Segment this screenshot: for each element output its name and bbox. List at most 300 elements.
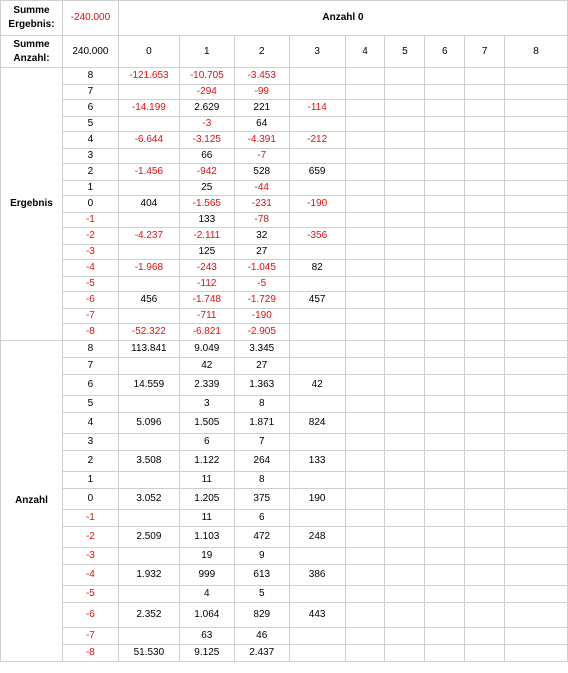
cell[interactable]: 42: [179, 358, 234, 375]
column-header-1[interactable]: 1: [179, 36, 234, 68]
cell[interactable]: [425, 100, 465, 117]
cell[interactable]: [345, 292, 385, 309]
cell[interactable]: [465, 489, 505, 510]
cell[interactable]: [345, 85, 385, 100]
cell[interactable]: 1.103: [179, 527, 234, 548]
cell[interactable]: [505, 277, 568, 292]
cell[interactable]: [505, 472, 568, 489]
cell[interactable]: [289, 472, 345, 489]
cell[interactable]: [345, 132, 385, 149]
cell[interactable]: [345, 228, 385, 245]
cell[interactable]: 51.530: [118, 645, 179, 662]
cell[interactable]: 6: [179, 434, 234, 451]
cell[interactable]: 9.049: [179, 341, 234, 358]
cell[interactable]: [385, 603, 425, 628]
summe-anzahl-label[interactable]: Summe Anzahl:: [1, 36, 63, 68]
cell[interactable]: [385, 164, 425, 181]
cell[interactable]: [425, 628, 465, 645]
row-key[interactable]: 0: [62, 196, 118, 213]
cell[interactable]: [345, 341, 385, 358]
cell[interactable]: [465, 213, 505, 228]
cell[interactable]: -1.456: [118, 164, 179, 181]
cell[interactable]: [289, 434, 345, 451]
cell[interactable]: [465, 164, 505, 181]
column-header-8[interactable]: 8: [505, 36, 568, 68]
cell[interactable]: [425, 309, 465, 324]
cell[interactable]: [385, 117, 425, 132]
cell[interactable]: [465, 451, 505, 472]
cell[interactable]: [425, 548, 465, 565]
row-key[interactable]: 7: [62, 85, 118, 100]
cell[interactable]: [289, 341, 345, 358]
cell[interactable]: 8: [234, 396, 289, 413]
row-key[interactable]: -5: [62, 277, 118, 292]
cell[interactable]: [505, 510, 568, 527]
cell[interactable]: [425, 413, 465, 434]
cell[interactable]: [465, 100, 505, 117]
row-key[interactable]: -8: [62, 324, 118, 341]
cell[interactable]: [385, 527, 425, 548]
cell[interactable]: [505, 292, 568, 309]
cell[interactable]: -6.821: [179, 324, 234, 341]
cell[interactable]: -6.644: [118, 132, 179, 149]
cell[interactable]: [289, 181, 345, 196]
row-key[interactable]: -3: [62, 548, 118, 565]
cell[interactable]: [345, 396, 385, 413]
cell[interactable]: 6: [234, 510, 289, 527]
cell[interactable]: [345, 472, 385, 489]
cell[interactable]: [385, 228, 425, 245]
cell[interactable]: [289, 510, 345, 527]
row-key[interactable]: 5: [62, 396, 118, 413]
cell[interactable]: -5: [234, 277, 289, 292]
cell[interactable]: [425, 196, 465, 213]
cell[interactable]: 386: [289, 565, 345, 586]
cell[interactable]: [465, 586, 505, 603]
cell[interactable]: [425, 245, 465, 260]
cell[interactable]: 190: [289, 489, 345, 510]
cell[interactable]: [425, 117, 465, 132]
cell[interactable]: 2.437: [234, 645, 289, 662]
cell[interactable]: [345, 489, 385, 510]
cell[interactable]: [425, 645, 465, 662]
cell[interactable]: 659: [289, 164, 345, 181]
cell[interactable]: [385, 628, 425, 645]
cell[interactable]: [425, 565, 465, 586]
cell[interactable]: 64: [234, 117, 289, 132]
cell[interactable]: 1.505: [179, 413, 234, 434]
cell[interactable]: [465, 628, 505, 645]
cell[interactable]: [345, 645, 385, 662]
cell[interactable]: 11: [179, 472, 234, 489]
cell[interactable]: [345, 565, 385, 586]
cell[interactable]: [345, 603, 385, 628]
row-key[interactable]: -1: [62, 213, 118, 228]
cell[interactable]: [425, 228, 465, 245]
column-header-6[interactable]: 6: [425, 36, 465, 68]
cell[interactable]: [345, 181, 385, 196]
cell[interactable]: 113.841: [118, 341, 179, 358]
column-header-4[interactable]: 4: [345, 36, 385, 68]
summe-ergebnis-label[interactable]: Summe Ergebnis:: [1, 1, 63, 36]
cell[interactable]: [465, 413, 505, 434]
cell[interactable]: [345, 548, 385, 565]
cell[interactable]: -190: [289, 196, 345, 213]
cell[interactable]: [118, 358, 179, 375]
cell[interactable]: [289, 628, 345, 645]
cell[interactable]: [505, 85, 568, 100]
cell[interactable]: 3.508: [118, 451, 179, 472]
row-key[interactable]: -6: [62, 292, 118, 309]
cell[interactable]: -294: [179, 85, 234, 100]
row-key[interactable]: 7: [62, 358, 118, 375]
cell[interactable]: [465, 472, 505, 489]
cell[interactable]: [505, 309, 568, 324]
cell[interactable]: [505, 565, 568, 586]
cell[interactable]: [385, 489, 425, 510]
cell[interactable]: [505, 341, 568, 358]
cell[interactable]: [118, 586, 179, 603]
cell[interactable]: [345, 413, 385, 434]
cell[interactable]: [385, 100, 425, 117]
cell[interactable]: [425, 85, 465, 100]
cell[interactable]: [425, 68, 465, 85]
row-key[interactable]: -8: [62, 645, 118, 662]
cell[interactable]: [465, 527, 505, 548]
cell[interactable]: 9.125: [179, 645, 234, 662]
row-key[interactable]: 6: [62, 100, 118, 117]
cell[interactable]: 133: [179, 213, 234, 228]
cell[interactable]: -190: [234, 309, 289, 324]
cell[interactable]: [505, 586, 568, 603]
cell[interactable]: [289, 586, 345, 603]
cell[interactable]: 27: [234, 358, 289, 375]
column-header-2[interactable]: 2: [234, 36, 289, 68]
cell[interactable]: [385, 472, 425, 489]
cell[interactable]: [118, 181, 179, 196]
row-key[interactable]: 5: [62, 117, 118, 132]
cell[interactable]: [385, 413, 425, 434]
cell[interactable]: 42: [289, 375, 345, 396]
cell[interactable]: [289, 309, 345, 324]
anzahl-group-label[interactable]: Anzahl: [1, 341, 63, 662]
cell[interactable]: [465, 228, 505, 245]
cell[interactable]: [385, 586, 425, 603]
cell[interactable]: [425, 149, 465, 164]
cell[interactable]: [505, 181, 568, 196]
cell[interactable]: 528: [234, 164, 289, 181]
cell[interactable]: 2.509: [118, 527, 179, 548]
cell[interactable]: -212: [289, 132, 345, 149]
cell[interactable]: 2.352: [118, 603, 179, 628]
cell[interactable]: [385, 245, 425, 260]
cell[interactable]: 999: [179, 565, 234, 586]
cell[interactable]: [385, 565, 425, 586]
cell[interactable]: [505, 645, 568, 662]
cell[interactable]: [505, 527, 568, 548]
cell[interactable]: [505, 100, 568, 117]
cell[interactable]: [385, 292, 425, 309]
cell[interactable]: 125: [179, 245, 234, 260]
cell[interactable]: [345, 68, 385, 85]
cell[interactable]: [425, 277, 465, 292]
cell[interactable]: [289, 213, 345, 228]
cell[interactable]: [505, 68, 568, 85]
column-header-5[interactable]: 5: [385, 36, 425, 68]
cell[interactable]: [118, 548, 179, 565]
cell[interactable]: [118, 510, 179, 527]
cell[interactable]: [345, 164, 385, 181]
cell[interactable]: 2.339: [179, 375, 234, 396]
cell[interactable]: 8: [234, 472, 289, 489]
cell[interactable]: [345, 586, 385, 603]
cell[interactable]: [465, 277, 505, 292]
cell[interactable]: [385, 375, 425, 396]
cell[interactable]: 404: [118, 196, 179, 213]
cell[interactable]: [118, 213, 179, 228]
cell[interactable]: [465, 149, 505, 164]
row-key[interactable]: 2: [62, 451, 118, 472]
row-key[interactable]: -1: [62, 510, 118, 527]
cell[interactable]: [505, 396, 568, 413]
cell[interactable]: [345, 100, 385, 117]
cell[interactable]: 14.559: [118, 375, 179, 396]
cell[interactable]: 221: [234, 100, 289, 117]
cell[interactable]: [505, 413, 568, 434]
cell[interactable]: [465, 292, 505, 309]
cell[interactable]: [505, 434, 568, 451]
column-header-0[interactable]: 0: [118, 36, 179, 68]
cell[interactable]: [465, 510, 505, 527]
cell[interactable]: 1.932: [118, 565, 179, 586]
cell[interactable]: [425, 510, 465, 527]
cell[interactable]: -1.968: [118, 260, 179, 277]
cell[interactable]: [289, 117, 345, 132]
cell[interactable]: [289, 85, 345, 100]
cell[interactable]: [385, 324, 425, 341]
cell[interactable]: -2.905: [234, 324, 289, 341]
cell[interactable]: [385, 85, 425, 100]
cell[interactable]: [425, 434, 465, 451]
cell[interactable]: -1.729: [234, 292, 289, 309]
cell[interactable]: 3.052: [118, 489, 179, 510]
cell[interactable]: 32: [234, 228, 289, 245]
cell[interactable]: [118, 277, 179, 292]
row-key[interactable]: 4: [62, 132, 118, 149]
cell[interactable]: [465, 434, 505, 451]
row-key[interactable]: -6: [62, 603, 118, 628]
row-key[interactable]: 3: [62, 149, 118, 164]
cell[interactable]: -2.111: [179, 228, 234, 245]
cell[interactable]: [425, 164, 465, 181]
cell[interactable]: [425, 358, 465, 375]
cell[interactable]: [345, 245, 385, 260]
cell[interactable]: [385, 396, 425, 413]
cell[interactable]: [505, 132, 568, 149]
cell[interactable]: [345, 358, 385, 375]
cell[interactable]: -3: [179, 117, 234, 132]
cell[interactable]: [345, 213, 385, 228]
cell[interactable]: [465, 132, 505, 149]
cell[interactable]: [118, 85, 179, 100]
cell[interactable]: 66: [179, 149, 234, 164]
cell[interactable]: 3.345: [234, 341, 289, 358]
cell[interactable]: -10.705: [179, 68, 234, 85]
cell[interactable]: [345, 434, 385, 451]
cell[interactable]: [425, 472, 465, 489]
cell[interactable]: [425, 341, 465, 358]
cell[interactable]: [345, 628, 385, 645]
row-key[interactable]: 8: [62, 341, 118, 358]
cell[interactable]: [465, 68, 505, 85]
cell[interactable]: -114: [289, 100, 345, 117]
cell[interactable]: [505, 196, 568, 213]
cell[interactable]: [425, 375, 465, 396]
cell[interactable]: [505, 324, 568, 341]
summe-ergebnis-value[interactable]: -240.000: [62, 1, 118, 36]
cell[interactable]: [385, 68, 425, 85]
cell[interactable]: [289, 149, 345, 164]
cell[interactable]: [385, 341, 425, 358]
column-header-3[interactable]: 3: [289, 36, 345, 68]
cell[interactable]: -4.237: [118, 228, 179, 245]
cell[interactable]: [425, 181, 465, 196]
cell[interactable]: 829: [234, 603, 289, 628]
cell[interactable]: 457: [289, 292, 345, 309]
cell[interactable]: 5: [234, 586, 289, 603]
cell[interactable]: -44: [234, 181, 289, 196]
cell[interactable]: -3.125: [179, 132, 234, 149]
cell[interactable]: [118, 149, 179, 164]
cell[interactable]: [425, 527, 465, 548]
cell[interactable]: [385, 434, 425, 451]
cell[interactable]: [345, 277, 385, 292]
cell[interactable]: -3.453: [234, 68, 289, 85]
cell[interactable]: 1.122: [179, 451, 234, 472]
row-key[interactable]: -7: [62, 628, 118, 645]
cell[interactable]: [345, 260, 385, 277]
cell[interactable]: [385, 213, 425, 228]
cell[interactable]: [465, 396, 505, 413]
cell[interactable]: 3: [179, 396, 234, 413]
cell[interactable]: [345, 375, 385, 396]
cell[interactable]: [425, 213, 465, 228]
summe-anzahl-value[interactable]: 240.000: [62, 36, 118, 68]
row-key[interactable]: 1: [62, 181, 118, 196]
cell[interactable]: [345, 324, 385, 341]
cell[interactable]: [465, 309, 505, 324]
cell[interactable]: 46: [234, 628, 289, 645]
cell[interactable]: [425, 324, 465, 341]
cell[interactable]: [118, 245, 179, 260]
cell[interactable]: -78: [234, 213, 289, 228]
cell[interactable]: [465, 358, 505, 375]
cell[interactable]: [505, 603, 568, 628]
cell[interactable]: [385, 277, 425, 292]
cell[interactable]: [505, 451, 568, 472]
anzahl-column-header[interactable]: Anzahl 0: [118, 1, 567, 36]
cell[interactable]: [289, 645, 345, 662]
cell[interactable]: -7: [234, 149, 289, 164]
cell[interactable]: [505, 260, 568, 277]
cell[interactable]: -1.045: [234, 260, 289, 277]
row-key[interactable]: 4: [62, 413, 118, 434]
cell[interactable]: -121.653: [118, 68, 179, 85]
cell[interactable]: -356: [289, 228, 345, 245]
cell[interactable]: [385, 132, 425, 149]
cell[interactable]: [505, 149, 568, 164]
cell[interactable]: [289, 245, 345, 260]
row-key[interactable]: -4: [62, 565, 118, 586]
cell[interactable]: -99: [234, 85, 289, 100]
cell[interactable]: [505, 228, 568, 245]
cell[interactable]: [505, 117, 568, 132]
cell[interactable]: -4.391: [234, 132, 289, 149]
cell[interactable]: 27: [234, 245, 289, 260]
cell[interactable]: [345, 149, 385, 164]
cell[interactable]: [385, 260, 425, 277]
row-key[interactable]: -4: [62, 260, 118, 277]
row-key[interactable]: 2: [62, 164, 118, 181]
cell[interactable]: [465, 85, 505, 100]
cell[interactable]: [505, 375, 568, 396]
cell[interactable]: [118, 309, 179, 324]
cell[interactable]: 4: [179, 586, 234, 603]
cell[interactable]: [289, 324, 345, 341]
cell[interactable]: [465, 324, 505, 341]
row-key[interactable]: 3: [62, 434, 118, 451]
cell[interactable]: 133: [289, 451, 345, 472]
cell[interactable]: [465, 548, 505, 565]
cell[interactable]: [385, 309, 425, 324]
cell[interactable]: [465, 117, 505, 132]
cell[interactable]: 375: [234, 489, 289, 510]
cell[interactable]: [385, 645, 425, 662]
cell[interactable]: [385, 196, 425, 213]
cell[interactable]: [425, 451, 465, 472]
cell[interactable]: -243: [179, 260, 234, 277]
cell[interactable]: [465, 245, 505, 260]
cell[interactable]: -112: [179, 277, 234, 292]
cell[interactable]: -711: [179, 309, 234, 324]
row-key[interactable]: 8: [62, 68, 118, 85]
cell[interactable]: [345, 510, 385, 527]
cell[interactable]: [345, 196, 385, 213]
row-key[interactable]: 1: [62, 472, 118, 489]
cell[interactable]: [385, 510, 425, 527]
cell[interactable]: 11: [179, 510, 234, 527]
cell[interactable]: [425, 603, 465, 628]
cell[interactable]: [289, 277, 345, 292]
cell[interactable]: [505, 164, 568, 181]
cell[interactable]: 7: [234, 434, 289, 451]
cell[interactable]: [385, 149, 425, 164]
cell[interactable]: [385, 451, 425, 472]
row-key[interactable]: -2: [62, 527, 118, 548]
row-key[interactable]: -7: [62, 309, 118, 324]
cell[interactable]: [118, 117, 179, 132]
cell[interactable]: 1.363: [234, 375, 289, 396]
cell[interactable]: 443: [289, 603, 345, 628]
cell[interactable]: -52.322: [118, 324, 179, 341]
cell[interactable]: 1.064: [179, 603, 234, 628]
cell[interactable]: [118, 628, 179, 645]
cell[interactable]: 248: [289, 527, 345, 548]
cell[interactable]: 63: [179, 628, 234, 645]
cell[interactable]: [505, 548, 568, 565]
cell[interactable]: [345, 527, 385, 548]
cell[interactable]: -1.565: [179, 196, 234, 213]
